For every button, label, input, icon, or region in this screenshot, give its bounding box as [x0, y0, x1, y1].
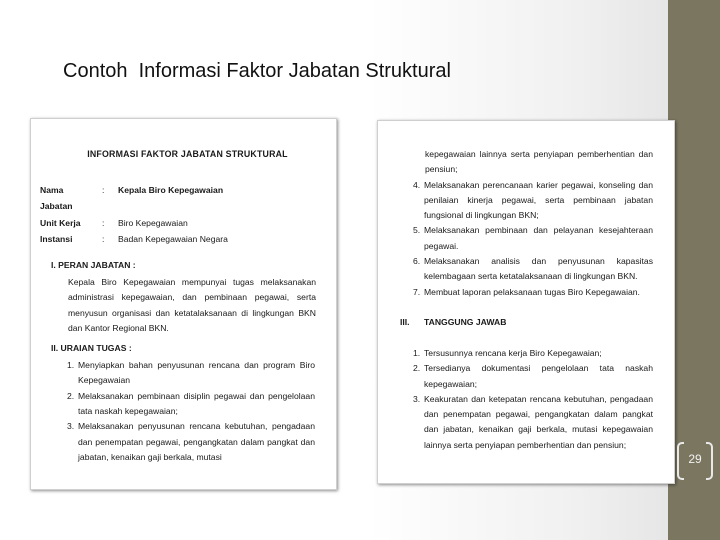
field-row-instansi	[40, 232, 336, 249]
field-colon: :	[102, 184, 105, 195]
list-number: 1.	[67, 360, 75, 371]
list-number: 3.	[413, 393, 421, 404]
list-number: 3.	[67, 421, 75, 432]
field-label: Nama	[40, 184, 64, 195]
list-number: 4.	[413, 179, 421, 190]
field-table	[40, 182, 336, 248]
list-text: Melaksanakan pembinaan disiplin pegawai dan pengelolaan tata naskah kepegawaian;	[78, 390, 315, 417]
section-heading-tanggung-jawab	[400, 315, 674, 330]
field-label: Unit Kerja	[40, 217, 81, 228]
list-item	[413, 254, 653, 285]
section-title: TANGGUNG JAWAB	[424, 316, 507, 327]
page-number-badge	[677, 442, 713, 478]
list-text: Melaksanakan analisis dan penyusunan kapasitas kelembagaan serta ketatalaksanaan di lingkungan BKN.	[424, 256, 653, 282]
list-item	[413, 346, 653, 361]
list-number: 2.	[67, 390, 75, 401]
list-item	[67, 358, 315, 389]
document-page-left	[30, 118, 337, 490]
list-number: 2.	[413, 363, 421, 374]
list-text: Keakuratan dan ketepatan rencana kebutuhan, pengadaan dan penempatan pegawai, pengangkatan dalam pangkat dan jabatan, kenaikan gaji berkala, mutasi kepegawaian lainnya serta penyiapan pemberhentian dan pensiun;	[424, 393, 653, 450]
document-page-right	[377, 120, 675, 484]
field-row-jabatan	[40, 199, 336, 216]
responsibility-list	[413, 346, 653, 453]
list-continuation: kepegawaian lainnya serta penyiapan pemberhentian dan pensiun;	[425, 149, 653, 175]
field-value: Biro Kepegawaian	[118, 217, 188, 228]
list-number: 1.	[413, 347, 421, 358]
duty-list	[67, 358, 315, 465]
list-text: Melaksanakan penyusunan rencana kebutuhan, pengadaan dan penempatan pegawai, pengangkatan dalam pangkat dan jabatan, kenaikan gaji berkala, mutasi	[78, 421, 315, 462]
page-number: 29	[688, 452, 702, 466]
field-value: Badan Kepegawaian Negara	[118, 234, 228, 245]
list-item	[413, 178, 653, 224]
list-number: 7.	[413, 286, 421, 297]
field-colon: :	[102, 217, 105, 228]
document-heading: INFORMASI FAKTOR JABATAN STRUKTURAL	[87, 149, 288, 159]
field-colon: :	[102, 234, 105, 245]
list-number: 5.	[413, 225, 421, 236]
list-text: Membuat laporan pelaksanaan tugas Biro Kepegawaian.	[424, 286, 640, 297]
field-row-unit-kerja	[40, 215, 336, 232]
list-item	[413, 361, 653, 392]
list-number: 6.	[413, 256, 421, 267]
list-text: Melaksanakan pembinaan dan pelayanan kesejahteraan pegawai.	[424, 225, 653, 251]
field-row-nama	[40, 182, 336, 199]
list-text: Menyiapkan bahan penyusunan rencana dan program Biro Kepegawaian	[78, 360, 315, 386]
section-heading-peran-jabatan: I. PERAN JABATAN :	[51, 260, 136, 270]
list-item	[413, 223, 653, 254]
list-item	[67, 419, 315, 465]
section-roman-numeral: III.	[400, 316, 410, 327]
list-item	[413, 285, 653, 300]
list-text: Tersusunnya rencana kerja Biro Kepegawaian;	[424, 347, 602, 358]
duty-list-continued	[413, 178, 653, 300]
section-body-peran-jabatan: Kepala Biro Kepegawaian mempunyai tugas melaksanakan administrasi kepegawaian, dan pembinaan pegawai, serta menyusun organisasi dan ketatalaksanaan di lingkungan BKN dan Kantor Regional BKN.	[68, 277, 316, 333]
list-text: Tersedianya dokumentasi pengelolaan tata naskah kepegawaian;	[424, 363, 653, 389]
field-value: Kepala Biro Kepegawaian	[118, 184, 224, 195]
slide-title: Contoh Informasi Faktor Jabatan Struktural	[63, 60, 451, 82]
field-label: Instansi	[40, 234, 73, 245]
list-item	[413, 392, 653, 453]
list-text: Melaksanakan perencanaan karier pegawai, konseling dan penilaian kinerja pegawai, serta pembinaan jabatan fungsional di lingkungan BKN;	[424, 179, 653, 221]
section-heading-uraian-tugas: II. URAIAN TUGAS :	[51, 343, 132, 354]
list-item	[67, 389, 315, 420]
field-label: Jabatan	[40, 201, 73, 212]
